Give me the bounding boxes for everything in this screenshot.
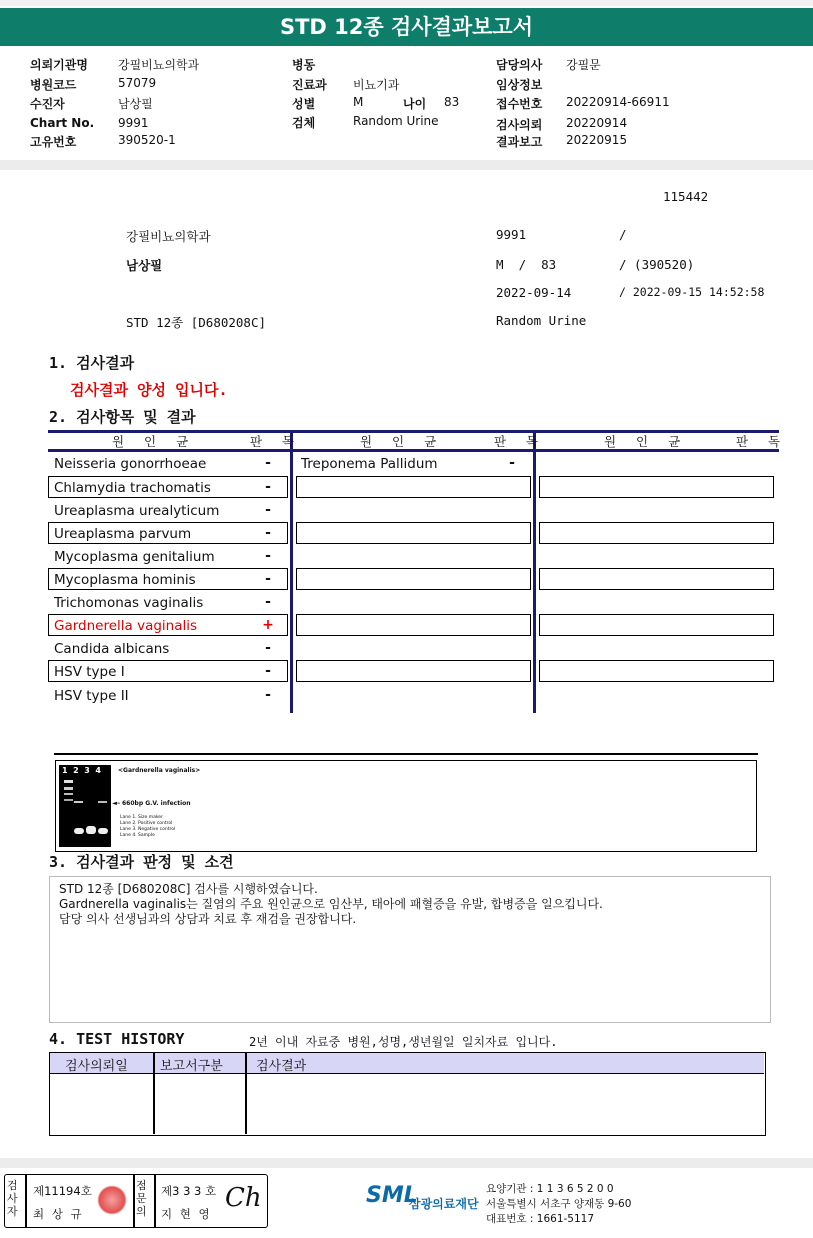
info-test: STD 12종 [D680208C] xyxy=(126,315,267,330)
gel-top-line xyxy=(54,753,758,755)
doctor-value: 강필문 xyxy=(566,58,601,72)
gel-lane-numbers: 1 2 3 4 xyxy=(62,766,101,775)
report-date-label: 결과보고 xyxy=(496,135,543,149)
organism-name: Chlamydia trachomatis xyxy=(54,480,211,496)
gel-legend: Lane 2. Positive control xyxy=(120,821,173,826)
request-date-label: 검사의뢰 xyxy=(496,118,543,132)
history-col-divider xyxy=(153,1053,155,1134)
info-slash: / xyxy=(619,227,627,242)
request-date-value: 20220914 xyxy=(566,116,628,130)
hospital-code-label: 병원코드 xyxy=(30,78,77,92)
organism-result: - xyxy=(265,502,271,518)
col2-head-organism: 원 인 균 xyxy=(360,434,445,449)
sml-logo: SML xyxy=(366,1183,418,1208)
row-box xyxy=(296,476,531,498)
row-box xyxy=(539,476,774,498)
info-request-date: 2022-09-14 xyxy=(496,285,572,300)
row-box xyxy=(539,614,774,636)
info-chart: 9991 xyxy=(496,227,527,242)
requester-label: 의뢰기관명 xyxy=(30,58,88,72)
row-box xyxy=(296,522,531,544)
receipt-no-label: 접수번호 xyxy=(496,97,543,111)
organism-name: Mycoplasma hominis xyxy=(54,572,196,588)
org-name: 삼광의료재단 xyxy=(409,1197,479,1211)
seal-stamp xyxy=(97,1185,127,1215)
row-box xyxy=(296,614,531,636)
footer-divider xyxy=(0,1158,813,1168)
section1-title: 1. 검사결과 xyxy=(49,354,135,372)
organism-result: - xyxy=(265,548,271,564)
gel-band-label: 660bp G.V. infection xyxy=(122,800,191,807)
info-hospital: 강필비뇨의학과 xyxy=(126,229,211,244)
section1-result: 검사결과 양성 입니다. xyxy=(70,381,228,399)
history-note: 2년 이내 자료중 병원,성명,생년월일 일치자료 입니다. xyxy=(249,1035,558,1049)
organism-result: - xyxy=(265,594,271,610)
organism-result: - xyxy=(265,640,271,656)
organism-result: - xyxy=(265,479,271,495)
info-specimen: Random Urine xyxy=(496,313,587,328)
gel-band-arrow: ◄– xyxy=(112,799,121,807)
organism-name: Trichomonas vaginalis xyxy=(54,595,204,611)
organism-name: HSV type I xyxy=(54,664,125,680)
table-col-divider xyxy=(290,430,293,713)
header-divider xyxy=(0,160,813,170)
gel-legend: Lane 3. Negative control xyxy=(120,827,176,832)
history-col-date: 검사의뢰일 xyxy=(65,1059,128,1074)
signature-box xyxy=(4,1174,268,1228)
history-col-result: 검사결과 xyxy=(256,1059,307,1074)
findings-line: Gardnerella vaginalis는 질염의 주요 원인균으로 임산부, 태아에 패혈증을 유발, 합병증을 일으킵니다. xyxy=(59,897,603,911)
info-birth: / (390520) xyxy=(619,257,695,272)
organism-result: - xyxy=(265,571,271,587)
requester-value: 강필비뇨의학과 xyxy=(118,58,200,72)
row-box xyxy=(539,522,774,544)
col3-head-organism: 원 인 균 xyxy=(604,434,689,449)
report-date-value: 20220915 xyxy=(566,133,628,147)
findings-line: STD 12종 [D680208C] 검사를 시행하였습니다. xyxy=(59,882,318,896)
tester-label: 검사자 xyxy=(7,1179,18,1218)
organism-name: Ureaplasma urealyticum xyxy=(54,503,220,519)
gel-electrophoresis-image xyxy=(59,765,111,847)
row-box xyxy=(296,660,531,682)
institution-code: 요양기관 : 1 1 3 6 5 2 0 0 xyxy=(486,1183,614,1195)
specimen-value: Random Urine xyxy=(353,114,439,128)
top-strip xyxy=(0,0,813,6)
doctor-label: 담당의사 xyxy=(496,58,543,72)
row-box xyxy=(539,568,774,590)
dept-value: 비뇨기과 xyxy=(353,78,400,92)
reviewer-name: 지 현 영 xyxy=(161,1207,212,1221)
gel-legend: Lane 1. Size maker xyxy=(120,815,163,820)
org-phone: 대표번호 : 1661-5117 xyxy=(486,1213,595,1225)
tester-license: 제11194호 xyxy=(33,1184,92,1198)
organism-result: - xyxy=(265,455,271,471)
patient-label: 수진자 xyxy=(30,97,65,111)
organism-name: Candida albicans xyxy=(54,641,170,657)
section2-title: 2. 검사항목 및 결과 xyxy=(49,408,196,426)
ward-label: 병동 xyxy=(292,58,316,72)
chart-no-value: 9991 xyxy=(118,116,149,130)
findings-line: 담당 의사 선생님과의 상담과 치료 후 재검을 권장합니다. xyxy=(59,912,357,926)
organism-name: Mycoplasma genitalium xyxy=(54,549,215,565)
gel-legend: Lane 4. Sample xyxy=(120,833,155,838)
unique-no-label: 고유번호 xyxy=(30,135,77,149)
reviewer-label: 점문의 xyxy=(136,1179,147,1218)
org-address: 서울특별시 서초구 양재동 9-60 xyxy=(486,1198,632,1210)
specimen-label: 검체 xyxy=(292,116,316,130)
col1-head-organism: 원 인 균 xyxy=(112,434,197,449)
info-code: 115442 xyxy=(663,189,709,204)
table-col-divider xyxy=(533,430,536,713)
reviewer-signature: Ch xyxy=(225,1183,262,1213)
organism-result-positive: + xyxy=(262,617,274,633)
sex-label: 성별 xyxy=(292,97,316,111)
history-head-row xyxy=(50,1053,764,1074)
patient-value: 남상필 xyxy=(118,97,153,111)
row-box xyxy=(539,660,774,682)
organism-result: - xyxy=(265,687,271,703)
age-value: 83 xyxy=(444,95,460,109)
tester-name: 최 상 규 xyxy=(33,1207,84,1221)
organism-result: - xyxy=(265,663,271,679)
organism-result: - xyxy=(509,455,515,471)
hospital-code-value: 57079 xyxy=(118,76,157,90)
info-sex-age: M / 83 xyxy=(496,257,557,272)
chart-no-label: Chart No. xyxy=(30,116,95,130)
organism-name: Ureaplasma parvum xyxy=(54,526,192,542)
sex-value: M xyxy=(353,95,364,109)
gel-title: <Gardnerella vaginalis> xyxy=(118,767,201,774)
unique-no-value: 390520-1 xyxy=(118,133,176,147)
findings-box xyxy=(49,876,771,1023)
info-report-datetime: / 2022-09-15 14:52:58 xyxy=(619,285,765,299)
reviewer-license: 제3 3 3 호 xyxy=(161,1184,217,1198)
col2-head-result: 판 독 xyxy=(494,434,547,449)
history-table xyxy=(49,1052,766,1136)
col3-head-result: 판 독 xyxy=(736,434,789,449)
age-label: 나이 xyxy=(403,97,427,111)
col1-head-result: 판 독 xyxy=(250,434,303,449)
clinical-info-label: 임상정보 xyxy=(496,78,543,92)
organism-result: - xyxy=(265,525,271,541)
organism-name: Neisseria gonorrhoeae xyxy=(54,456,207,472)
history-col-type: 보고서구분 xyxy=(160,1059,223,1074)
row-box xyxy=(296,568,531,590)
organism-name: Treponema Pallidum xyxy=(301,456,438,472)
receipt-no-value: 20220914-66911 xyxy=(566,95,670,109)
dept-label: 진료과 xyxy=(292,78,327,92)
organism-name-positive: Gardnerella vaginalis xyxy=(54,618,198,634)
organism-name: HSV type II xyxy=(54,688,129,704)
info-name: 남상필 xyxy=(126,258,163,273)
report-title: STD 12종 검사결과보고서 xyxy=(0,8,813,46)
section4-title: 4. TEST HISTORY xyxy=(49,1030,185,1048)
history-col-divider xyxy=(245,1053,247,1134)
section3-title: 3. 검사결과 판정 및 소견 xyxy=(49,853,234,871)
